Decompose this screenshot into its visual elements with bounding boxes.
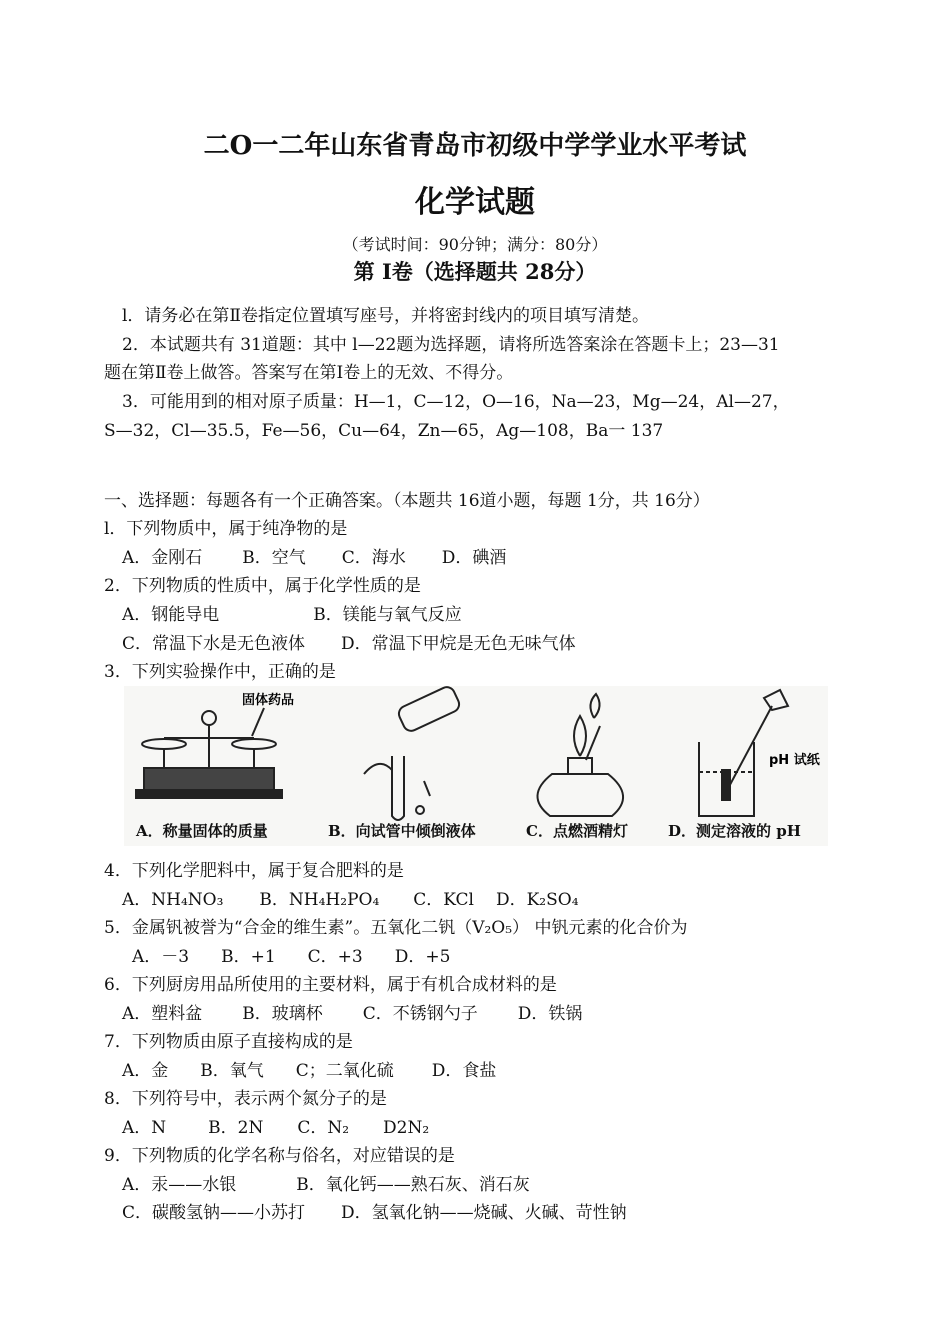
question-2-stem: 2．下列物质的性质中，属于化学性质的是: [104, 576, 421, 596]
option-a: A．金刚石: [122, 548, 203, 568]
question-1-options: [122, 547, 506, 569]
option-a: A．NH₄NO₃: [122, 890, 224, 910]
option-b: B．镁能与氧气反应: [313, 605, 462, 625]
option-c: C．N₂: [297, 1118, 350, 1138]
option-d: D．碘酒: [441, 548, 507, 568]
option-d: D．铁锅: [517, 1004, 583, 1024]
instruction-2b: 题在第Ⅱ卷上做答。答案写在第Ⅰ卷上的无效、不得分。: [104, 363, 514, 383]
question-4-stem: 4．下列化学肥料中，属于复合肥料的是: [104, 861, 404, 881]
instruction-2a: 2．本试题共有 31道题：其中 l—22题为选择题，请将所选答案涂在答题卡上；23—31: [122, 335, 780, 355]
alcohol-lamp-image: [537, 694, 623, 816]
question-8-stem: 8．下列符号中，表示两个氮分子的是: [104, 1089, 387, 1109]
subject-title: 化学试题: [415, 185, 535, 220]
option-c: C．碳酸氢钠——小苏打: [122, 1203, 306, 1223]
option-b: B．空气: [242, 548, 306, 568]
question-6-options: [122, 1003, 582, 1025]
question-9-stem: 9．下列物质的化学名称与俗名，对应错误的是: [104, 1146, 455, 1166]
caption-b: B．向试管中倾倒液体: [328, 822, 476, 840]
option-b: B．+1: [221, 947, 276, 967]
option-b: B．NH₄H₂PO₄: [259, 890, 380, 910]
exam-title: 二O一二年山东省青岛市初级中学学业水平考试: [203, 131, 747, 161]
option-d: D．常温下甲烷是无色无味气体: [341, 634, 576, 654]
question-5-stem: 5．金属钒被誉为“合金的维生素”。五氧化二钒（V₂O₅） 中钒元素的化合价为: [104, 918, 688, 938]
option-a: A．－3: [132, 947, 190, 967]
part-title: 第 Ⅰ卷（选择题共 28分）: [353, 259, 597, 284]
option-d: D．K₂SO₄: [495, 890, 579, 910]
question-4-options: [122, 889, 579, 911]
caption-d: D．测定溶液的 pH: [668, 822, 801, 840]
ph-paper-label: pH 试纸: [769, 753, 820, 768]
question-9-options-row2: [122, 1202, 627, 1224]
option-c: C．海水: [341, 548, 406, 568]
question-9-options-row1: [122, 1174, 530, 1196]
option-c: C．KCl: [413, 890, 474, 910]
test-tube-image: [364, 686, 462, 820]
option-a: A．N: [122, 1118, 167, 1138]
option-a: A．金: [122, 1061, 169, 1081]
instruction-1: l．请务必在第Ⅱ卷指定位置填写座号，并将密封线内的项目填写清楚。: [122, 306, 649, 326]
question-2-options-row1: [122, 604, 462, 626]
question-7-options: [122, 1060, 496, 1082]
option-d: D．+5: [394, 947, 451, 967]
option-b: B．氧化钙——熟石灰、消石灰: [296, 1175, 530, 1195]
solid-label: 固体药品: [242, 693, 295, 708]
question-5-options: [132, 946, 450, 968]
option-c: C．+3: [307, 947, 363, 967]
section-heading: 一、选择题：每题各有一个正确答案。（本题共 16道小题，每题 1分，共 16分）: [104, 491, 710, 511]
option-c: C．不锈钢勺子: [362, 1004, 478, 1024]
option-a: A．钢能导电: [122, 605, 220, 625]
question-8-options: [122, 1117, 429, 1139]
option-c: C．常温下水是无色液体: [122, 634, 306, 654]
option-c: C；二氧化硫: [295, 1061, 394, 1081]
option-b: B．氧气: [200, 1061, 264, 1081]
option-d: D2N₂: [383, 1118, 430, 1138]
option-b: B．2N: [208, 1118, 264, 1138]
option-b: B．玻璃杯: [242, 1004, 323, 1024]
question-6-stem: 6．下列厨房用品所使用的主要材料，属于有机合成材料的是: [104, 975, 557, 995]
option-d: D．氢氧化钠——烧碱、火碱、苛性钠: [341, 1203, 627, 1223]
option-a: A．塑料盆: [122, 1004, 203, 1024]
balance-image: [136, 708, 282, 798]
question-3-stem: 3．下列实验操作中，正确的是: [104, 662, 336, 682]
caption-a: A．称量固体的质量: [136, 822, 268, 840]
question-2-options-row2: [122, 633, 576, 655]
instruction-3a: 3．可能用到的相对原子质量：H—1，C—12，O—16，Na—23，Mg—24，Al—27，: [122, 392, 790, 412]
exam-info: （考试时间：90分钟；满分：80分）: [342, 235, 608, 254]
option-a: A．汞——水银: [122, 1175, 237, 1195]
question-7-stem: 7．下列物质由原子直接构成的是: [104, 1032, 353, 1052]
option-d: D．食盐: [431, 1061, 497, 1081]
caption-c: C．点燃酒精灯: [526, 822, 628, 840]
question-1-stem: l．下列物质中，属于纯净物的是: [104, 519, 348, 539]
instruction-3b: S—32，Cl—35.5，Fe—56，Cu—64，Zn—65，Ag—108，Ba一 137: [104, 421, 664, 441]
